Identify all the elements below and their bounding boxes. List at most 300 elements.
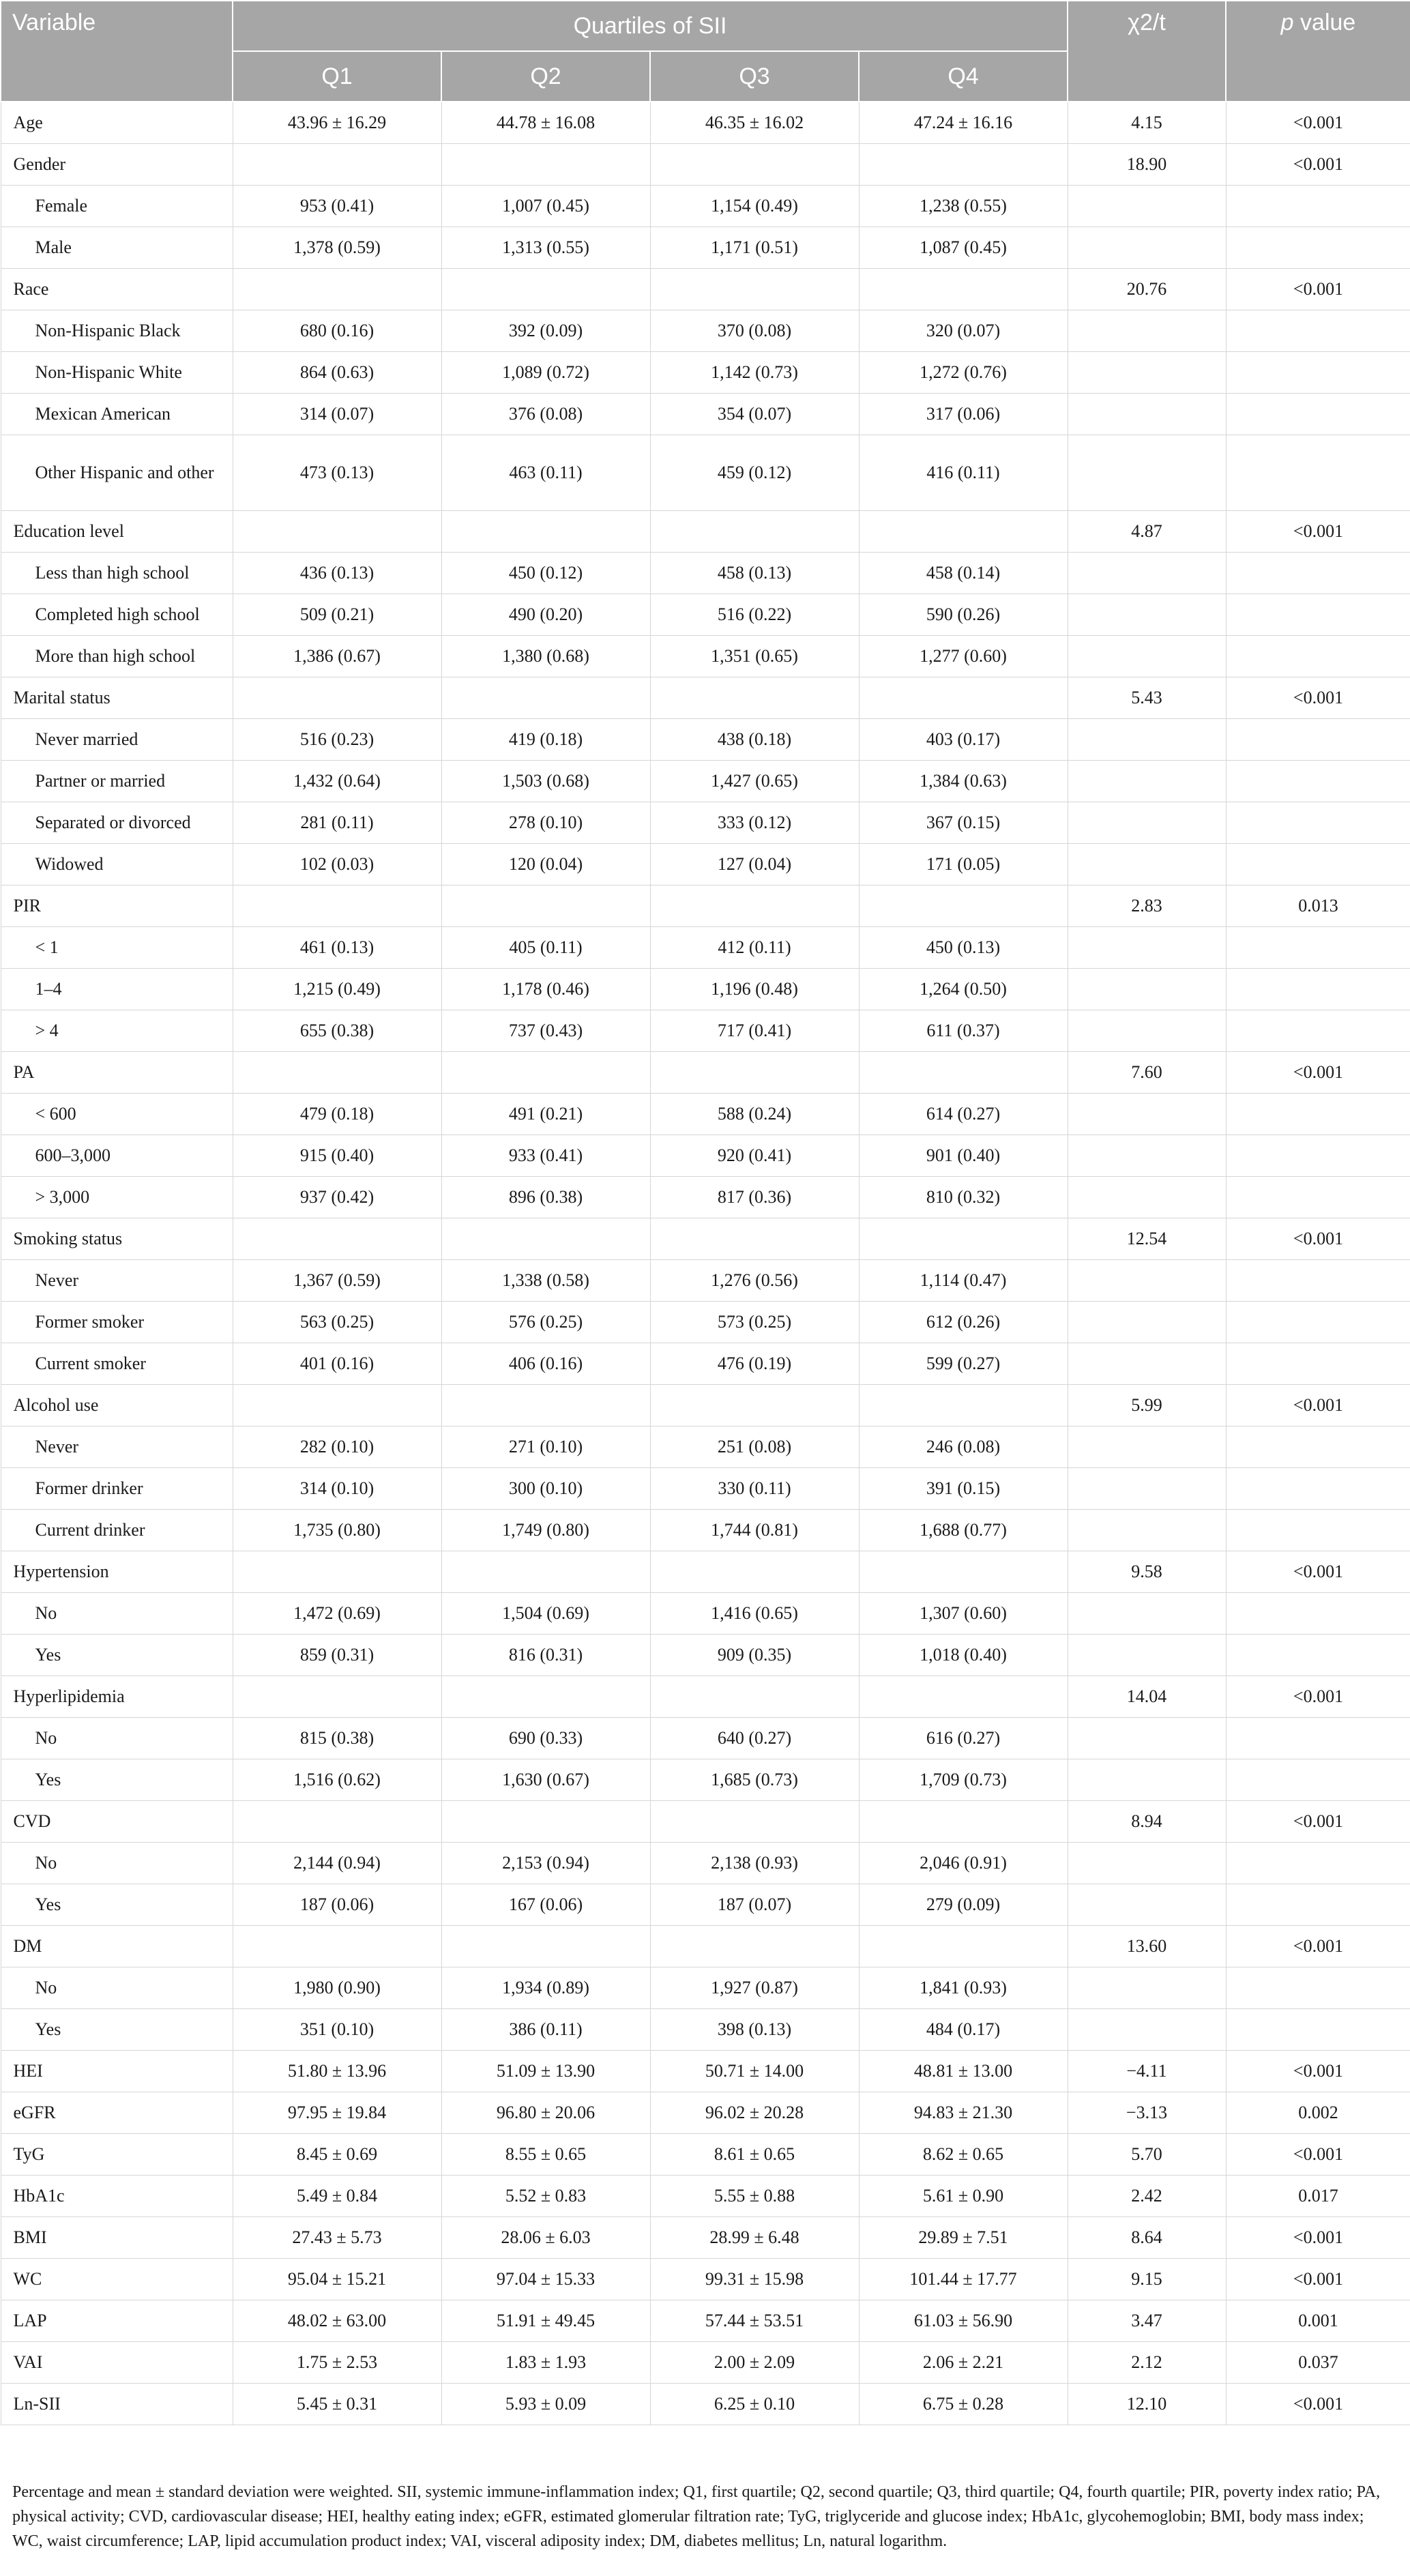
cell-p-value: <0.001	[1226, 511, 1410, 553]
cell-q4: 1,114 (0.47)	[859, 1260, 1068, 1302]
cell-q4: 612 (0.26)	[859, 1302, 1068, 1343]
cell-q1: 563 (0.25)	[233, 1302, 441, 1343]
cell-q4: 2,046 (0.91)	[859, 1843, 1068, 1884]
cell-q2: 1,504 (0.69)	[441, 1593, 650, 1635]
table-row	[1, 2259, 1410, 2300]
cell-q2: 386 (0.11)	[441, 2009, 650, 2051]
row-label: PIR	[1, 886, 233, 927]
table-row	[1, 352, 1410, 394]
cell-q2: 51.09 ± 13.90	[441, 2051, 650, 2092]
cell-chi	[1068, 1302, 1226, 1343]
cell-q2: 1,313 (0.55)	[441, 227, 650, 269]
cell-q2	[441, 1218, 650, 1260]
cell-p-value	[1226, 352, 1410, 394]
cell-q3: 573 (0.25)	[650, 1302, 859, 1343]
cell-q2: 5.52 ± 0.83	[441, 2176, 650, 2217]
cell-q1: 282 (0.10)	[233, 1426, 441, 1468]
row-label: HbA1c	[1, 2176, 233, 2217]
table-row	[1, 677, 1410, 719]
table-row	[1, 435, 1410, 511]
cell-chi	[1068, 1759, 1226, 1801]
cell-chi	[1068, 1135, 1226, 1177]
cell-q4: 48.81 ± 13.00	[859, 2051, 1068, 2092]
row-sublabel: < 600	[1, 1094, 233, 1135]
cell-q2: 405 (0.11)	[441, 927, 650, 969]
cell-q1	[233, 1926, 441, 1967]
cell-q2: 1,178 (0.46)	[441, 969, 650, 1010]
cell-p-value	[1226, 1510, 1410, 1551]
cell-q4: 599 (0.27)	[859, 1343, 1068, 1385]
cell-q4: 171 (0.05)	[859, 844, 1068, 886]
row-label: WC	[1, 2259, 233, 2300]
cell-q1: 1,378 (0.59)	[233, 227, 441, 269]
cell-q1: 48.02 ± 63.00	[233, 2300, 441, 2342]
table-row	[1, 1801, 1410, 1843]
cell-q1: 1,472 (0.69)	[233, 1593, 441, 1635]
cell-q4	[859, 1801, 1068, 1843]
cell-q3: 1,142 (0.73)	[650, 352, 859, 394]
cell-q3: 1,427 (0.65)	[650, 761, 859, 802]
cell-p-value	[1226, 310, 1410, 352]
table-row	[1, 2300, 1410, 2342]
cell-p-value	[1226, 435, 1410, 511]
table-row	[1, 1676, 1410, 1718]
cell-q3: 909 (0.35)	[650, 1635, 859, 1676]
cell-q4: 94.83 ± 21.30	[859, 2092, 1068, 2134]
cell-chi	[1068, 719, 1226, 761]
cell-q1: 1,367 (0.59)	[233, 1260, 441, 1302]
cell-q3: 1,196 (0.48)	[650, 969, 859, 1010]
table-row	[1, 844, 1410, 886]
row-sublabel: Partner or married	[1, 761, 233, 802]
cell-q2	[441, 1385, 650, 1426]
cell-q2	[441, 677, 650, 719]
cell-chi: 2.42	[1068, 2176, 1226, 2217]
cell-q1: 509 (0.21)	[233, 594, 441, 636]
cell-chi	[1068, 1510, 1226, 1551]
cell-q2: 1,007 (0.45)	[441, 186, 650, 227]
cell-q1: 473 (0.13)	[233, 435, 441, 511]
table-row	[1, 1593, 1410, 1635]
table-row	[1, 1218, 1410, 1260]
cell-q3	[650, 677, 859, 719]
row-label: CVD	[1, 1801, 233, 1843]
cell-q4: 279 (0.09)	[859, 1884, 1068, 1926]
cell-q1: 5.45 ± 0.31	[233, 2384, 441, 2425]
cell-q3: 640 (0.27)	[650, 1718, 859, 1759]
cell-chi	[1068, 1426, 1226, 1468]
row-label: BMI	[1, 2217, 233, 2259]
cell-q1: 436 (0.13)	[233, 553, 441, 594]
cell-chi	[1068, 352, 1226, 394]
cell-p-value	[1226, 227, 1410, 269]
cell-q4: 101.44 ± 17.77	[859, 2259, 1068, 2300]
cell-p-value	[1226, 1593, 1410, 1635]
row-label: Smoking status	[1, 1218, 233, 1260]
cell-q2: 737 (0.43)	[441, 1010, 650, 1052]
cell-q3: 458 (0.13)	[650, 553, 859, 594]
table-header	[1, 1, 1410, 102]
cell-chi: 8.64	[1068, 2217, 1226, 2259]
row-label: Education level	[1, 511, 233, 553]
row-label: Race	[1, 269, 233, 310]
cell-chi	[1068, 310, 1226, 352]
table-row	[1, 594, 1410, 636]
cell-p-value	[1226, 636, 1410, 677]
cell-q4: 611 (0.37)	[859, 1010, 1068, 1052]
cell-p-value	[1226, 1010, 1410, 1052]
cell-q2	[441, 1551, 650, 1593]
cell-q3: 99.31 ± 15.98	[650, 2259, 859, 2300]
cell-q3: 57.44 ± 53.51	[650, 2300, 859, 2342]
cell-q2: 406 (0.16)	[441, 1343, 650, 1385]
cell-p-value: <0.001	[1226, 1218, 1410, 1260]
cell-chi: 5.99	[1068, 1385, 1226, 1426]
row-sublabel: Yes	[1, 1759, 233, 1801]
cell-q1: 1,516 (0.62)	[233, 1759, 441, 1801]
cell-p-value: <0.001	[1226, 1551, 1410, 1593]
cell-q3: 1,416 (0.65)	[650, 1593, 859, 1635]
row-label: Marital status	[1, 677, 233, 719]
cell-p-value	[1226, 594, 1410, 636]
cell-q4: 317 (0.06)	[859, 394, 1068, 435]
cell-q1: 95.04 ± 15.21	[233, 2259, 441, 2300]
cell-q4: 246 (0.08)	[859, 1426, 1068, 1468]
cell-p-value	[1226, 186, 1410, 227]
table-row	[1, 1468, 1410, 1510]
row-sublabel: Separated or divorced	[1, 802, 233, 844]
cell-q2: 816 (0.31)	[441, 1635, 650, 1676]
table-row	[1, 1260, 1410, 1302]
cell-q4: 367 (0.15)	[859, 802, 1068, 844]
cell-chi	[1068, 1260, 1226, 1302]
cell-chi	[1068, 594, 1226, 636]
cell-chi	[1068, 1010, 1226, 1052]
cell-q1: 1,432 (0.64)	[233, 761, 441, 802]
cell-q1: 401 (0.16)	[233, 1343, 441, 1385]
cell-q2: 1,503 (0.68)	[441, 761, 650, 802]
row-sublabel: Other Hispanic and other	[1, 435, 233, 511]
cell-q3: 2,138 (0.93)	[650, 1843, 859, 1884]
cell-q1	[233, 269, 441, 310]
cell-q3: 1,276 (0.56)	[650, 1260, 859, 1302]
cell-q3: 920 (0.41)	[650, 1135, 859, 1177]
cell-q1: 859 (0.31)	[233, 1635, 441, 1676]
cell-q4: 1,087 (0.45)	[859, 227, 1068, 269]
header-chi: χ2/t	[1068, 1, 1226, 102]
cell-p-value	[1226, 1302, 1410, 1343]
cell-chi: 9.15	[1068, 2259, 1226, 2300]
cell-q4: 1,018 (0.40)	[859, 1635, 1068, 1676]
cell-q3	[650, 1926, 859, 1967]
table-row	[1, 1967, 1410, 2009]
cell-q1	[233, 1801, 441, 1843]
cell-chi	[1068, 802, 1226, 844]
table-footnote: Percentage and mean ± standard deviation were weighted. SII, systemic immune-inflammation index; Q1, first quartile; Q2, second quartile; Q3, third quartile; Q4, fourth quartile; PIR, poverty index ratio; PA, physical activity; CVD, cardiovascular disease; HEI, healthy eating index; eGFR, estimated glomerular filtration rate; TyG, triglyceride and glucose index; HbA1c, glycohemoglobin; BMI, body mass index; WC, waist circumference; LAP, lipid accumulation product index; VAI, visceral adiposity index; DM, diabetes mellitus; Ln, natural logarithm.	[12, 2483, 1381, 2550]
cell-q1: 461 (0.13)	[233, 927, 441, 969]
cell-q3	[650, 511, 859, 553]
row-sublabel: Yes	[1, 1635, 233, 1676]
row-label: eGFR	[1, 2092, 233, 2134]
cell-p-value	[1226, 969, 1410, 1010]
table-row	[1, 102, 1410, 144]
table-body	[1, 102, 1410, 2425]
cell-q4: 810 (0.32)	[859, 1177, 1068, 1218]
cell-chi: −4.11	[1068, 2051, 1226, 2092]
cell-p-value: <0.001	[1226, 1801, 1410, 1843]
cell-q2: 278 (0.10)	[441, 802, 650, 844]
cell-p-value: <0.001	[1226, 2134, 1410, 2176]
cell-p-value: <0.001	[1226, 1385, 1410, 1426]
cell-q1: 102 (0.03)	[233, 844, 441, 886]
table-row	[1, 636, 1410, 677]
cell-q4: 8.62 ± 0.65	[859, 2134, 1068, 2176]
cell-q1	[233, 511, 441, 553]
row-sublabel: > 4	[1, 1010, 233, 1052]
table-row	[1, 927, 1410, 969]
header-quartiles: Quartiles of SII	[233, 1, 1068, 51]
cell-q1: 314 (0.07)	[233, 394, 441, 435]
cell-q1: 937 (0.42)	[233, 1177, 441, 1218]
table-row	[1, 969, 1410, 1010]
cell-q3: 1,744 (0.81)	[650, 1510, 859, 1551]
header-p-italic: p	[1280, 10, 1294, 35]
cell-chi: 2.12	[1068, 2342, 1226, 2384]
cell-q2: 44.78 ± 16.08	[441, 102, 650, 144]
cell-q2: 933 (0.41)	[441, 1135, 650, 1177]
cell-chi: 5.43	[1068, 677, 1226, 719]
cell-q1	[233, 1385, 441, 1426]
cell-p-value	[1226, 761, 1410, 802]
cell-chi	[1068, 1593, 1226, 1635]
cell-p-value	[1226, 394, 1410, 435]
cell-q2: 167 (0.06)	[441, 1884, 650, 1926]
row-sublabel: Yes	[1, 1884, 233, 1926]
cell-q1: 1.75 ± 2.53	[233, 2342, 441, 2384]
table-row	[1, 1926, 1410, 1967]
cell-q3: 28.99 ± 6.48	[650, 2217, 859, 2259]
row-sublabel: Completed high school	[1, 594, 233, 636]
cell-q3: 251 (0.08)	[650, 1426, 859, 1468]
cell-p-value: <0.001	[1226, 2217, 1410, 2259]
cell-chi: 7.60	[1068, 1052, 1226, 1094]
table-row	[1, 2009, 1410, 2051]
cell-q1: 97.95 ± 19.84	[233, 2092, 441, 2134]
cell-q4: 61.03 ± 56.90	[859, 2300, 1068, 2342]
cell-q1: 1,386 (0.67)	[233, 636, 441, 677]
cell-q4: 1,264 (0.50)	[859, 969, 1068, 1010]
cell-q2: 300 (0.10)	[441, 1468, 650, 1510]
cell-q2: 491 (0.21)	[441, 1094, 650, 1135]
cell-p-value	[1226, 1343, 1410, 1385]
row-sublabel: Former drinker	[1, 1468, 233, 1510]
cell-q3: 1,927 (0.87)	[650, 1967, 859, 2009]
header-q1: Q1	[233, 51, 441, 102]
cell-p-value	[1226, 1426, 1410, 1468]
cell-q4	[859, 677, 1068, 719]
cell-q1: 314 (0.10)	[233, 1468, 441, 1510]
cell-p-value: <0.001	[1226, 2259, 1410, 2300]
cell-p-value	[1226, 1135, 1410, 1177]
cell-q4: 616 (0.27)	[859, 1718, 1068, 1759]
row-sublabel: No	[1, 1593, 233, 1635]
cell-q4	[859, 1218, 1068, 1260]
cell-q4: 450 (0.13)	[859, 927, 1068, 969]
cell-chi	[1068, 844, 1226, 886]
cell-q2: 120 (0.04)	[441, 844, 650, 886]
cell-chi: 12.10	[1068, 2384, 1226, 2425]
cell-q3	[650, 1052, 859, 1094]
cell-q2: 376 (0.08)	[441, 394, 650, 435]
cell-chi: 18.90	[1068, 144, 1226, 186]
cell-p-value	[1226, 844, 1410, 886]
cell-q2: 1,749 (0.80)	[441, 1510, 650, 1551]
cell-q4	[859, 1926, 1068, 1967]
cell-chi: −3.13	[1068, 2092, 1226, 2134]
table-row	[1, 1052, 1410, 1094]
table-row	[1, 269, 1410, 310]
cell-q2: 271 (0.10)	[441, 1426, 650, 1468]
cell-p-value	[1226, 1177, 1410, 1218]
table-row	[1, 1843, 1410, 1884]
cell-q2: 97.04 ± 15.33	[441, 2259, 650, 2300]
row-label: TyG	[1, 2134, 233, 2176]
row-sublabel: More than high school	[1, 636, 233, 677]
cell-p-value	[1226, 719, 1410, 761]
cell-q2	[441, 144, 650, 186]
cell-p-value: <0.001	[1226, 1052, 1410, 1094]
table-row	[1, 719, 1410, 761]
cell-q1: 43.96 ± 16.29	[233, 102, 441, 144]
row-label: VAI	[1, 2342, 233, 2384]
row-label: PA	[1, 1052, 233, 1094]
row-sublabel: Non-Hispanic Black	[1, 310, 233, 352]
cell-q3: 370 (0.08)	[650, 310, 859, 352]
row-sublabel: Non-Hispanic White	[1, 352, 233, 394]
cell-q4	[859, 886, 1068, 927]
cell-q4: 29.89 ± 7.51	[859, 2217, 1068, 2259]
table-row	[1, 1635, 1410, 1676]
cell-chi: 13.60	[1068, 1926, 1226, 1967]
cell-q1: 479 (0.18)	[233, 1094, 441, 1135]
table-row	[1, 1718, 1410, 1759]
cell-chi	[1068, 553, 1226, 594]
cell-chi	[1068, 227, 1226, 269]
cell-chi	[1068, 2009, 1226, 2051]
cell-q4	[859, 511, 1068, 553]
cell-q2: 2,153 (0.94)	[441, 1843, 650, 1884]
cell-q3	[650, 144, 859, 186]
cell-q1: 1,735 (0.80)	[233, 1510, 441, 1551]
cell-q3: 127 (0.04)	[650, 844, 859, 886]
cell-q3: 187 (0.07)	[650, 1884, 859, 1926]
cell-q3: 330 (0.11)	[650, 1468, 859, 1510]
cell-q2: 1.83 ± 1.93	[441, 2342, 650, 2384]
table-row	[1, 2176, 1410, 2217]
cell-q2: 28.06 ± 6.03	[441, 2217, 650, 2259]
header-q4: Q4	[859, 51, 1068, 102]
cell-q4: 403 (0.17)	[859, 719, 1068, 761]
row-sublabel: Widowed	[1, 844, 233, 886]
cell-q3	[650, 1385, 859, 1426]
cell-q4: 458 (0.14)	[859, 553, 1068, 594]
cell-q3	[650, 269, 859, 310]
cell-q4: 1,238 (0.55)	[859, 186, 1068, 227]
cell-q4: 484 (0.17)	[859, 2009, 1068, 2051]
row-label: DM	[1, 1926, 233, 1967]
cell-p-value: <0.001	[1226, 2051, 1410, 2092]
table-row	[1, 1135, 1410, 1177]
row-label: Hypertension	[1, 1551, 233, 1593]
cell-q4: 416 (0.11)	[859, 435, 1068, 511]
cell-q1: 2,144 (0.94)	[233, 1843, 441, 1884]
cell-q3: 459 (0.12)	[650, 435, 859, 511]
cell-q3: 1,171 (0.51)	[650, 227, 859, 269]
row-label: Age	[1, 102, 233, 144]
cell-q3: 717 (0.41)	[650, 1010, 859, 1052]
cell-q2: 463 (0.11)	[441, 435, 650, 511]
cell-q2	[441, 1676, 650, 1718]
cell-chi	[1068, 969, 1226, 1010]
table-row	[1, 186, 1410, 227]
cell-q1: 1,980 (0.90)	[233, 1967, 441, 2009]
cell-chi	[1068, 636, 1226, 677]
cell-q2: 1,089 (0.72)	[441, 352, 650, 394]
cell-chi	[1068, 1843, 1226, 1884]
header-p-value	[1226, 1, 1410, 102]
table-row	[1, 227, 1410, 269]
cell-q3: 8.61 ± 0.65	[650, 2134, 859, 2176]
cell-chi: 9.58	[1068, 1551, 1226, 1593]
row-label: Alcohol use	[1, 1385, 233, 1426]
cell-chi: 14.04	[1068, 1676, 1226, 1718]
cell-chi	[1068, 1468, 1226, 1510]
cell-q3: 5.55 ± 0.88	[650, 2176, 859, 2217]
table-row	[1, 1510, 1410, 1551]
cell-q3: 1,154 (0.49)	[650, 186, 859, 227]
cell-chi	[1068, 186, 1226, 227]
cell-q1: 351 (0.10)	[233, 2009, 441, 2051]
table-row	[1, 2051, 1410, 2092]
cell-q1	[233, 144, 441, 186]
cell-q3: 412 (0.11)	[650, 927, 859, 969]
table-row	[1, 394, 1410, 435]
cell-q1: 281 (0.11)	[233, 802, 441, 844]
cell-q3: 476 (0.19)	[650, 1343, 859, 1385]
table-row	[1, 1302, 1410, 1343]
cell-q1: 8.45 ± 0.69	[233, 2134, 441, 2176]
table-row	[1, 2217, 1410, 2259]
table-row	[1, 802, 1410, 844]
cell-p-value	[1226, 1843, 1410, 1884]
cell-p-value: 0.001	[1226, 2300, 1410, 2342]
table-row	[1, 1759, 1410, 1801]
row-label: Ln-SII	[1, 2384, 233, 2425]
cell-q3	[650, 1676, 859, 1718]
table-row	[1, 511, 1410, 553]
cell-q4: 614 (0.27)	[859, 1094, 1068, 1135]
cell-chi: 8.94	[1068, 1801, 1226, 1843]
cell-q4	[859, 1551, 1068, 1593]
cell-chi: 4.15	[1068, 102, 1226, 144]
cell-p-value	[1226, 1884, 1410, 1926]
cell-q4	[859, 1385, 1068, 1426]
row-sublabel: 1–4	[1, 969, 233, 1010]
cell-q4: 6.75 ± 0.28	[859, 2384, 1068, 2425]
cell-chi: 5.70	[1068, 2134, 1226, 2176]
cell-q4: 590 (0.26)	[859, 594, 1068, 636]
cell-q2	[441, 886, 650, 927]
